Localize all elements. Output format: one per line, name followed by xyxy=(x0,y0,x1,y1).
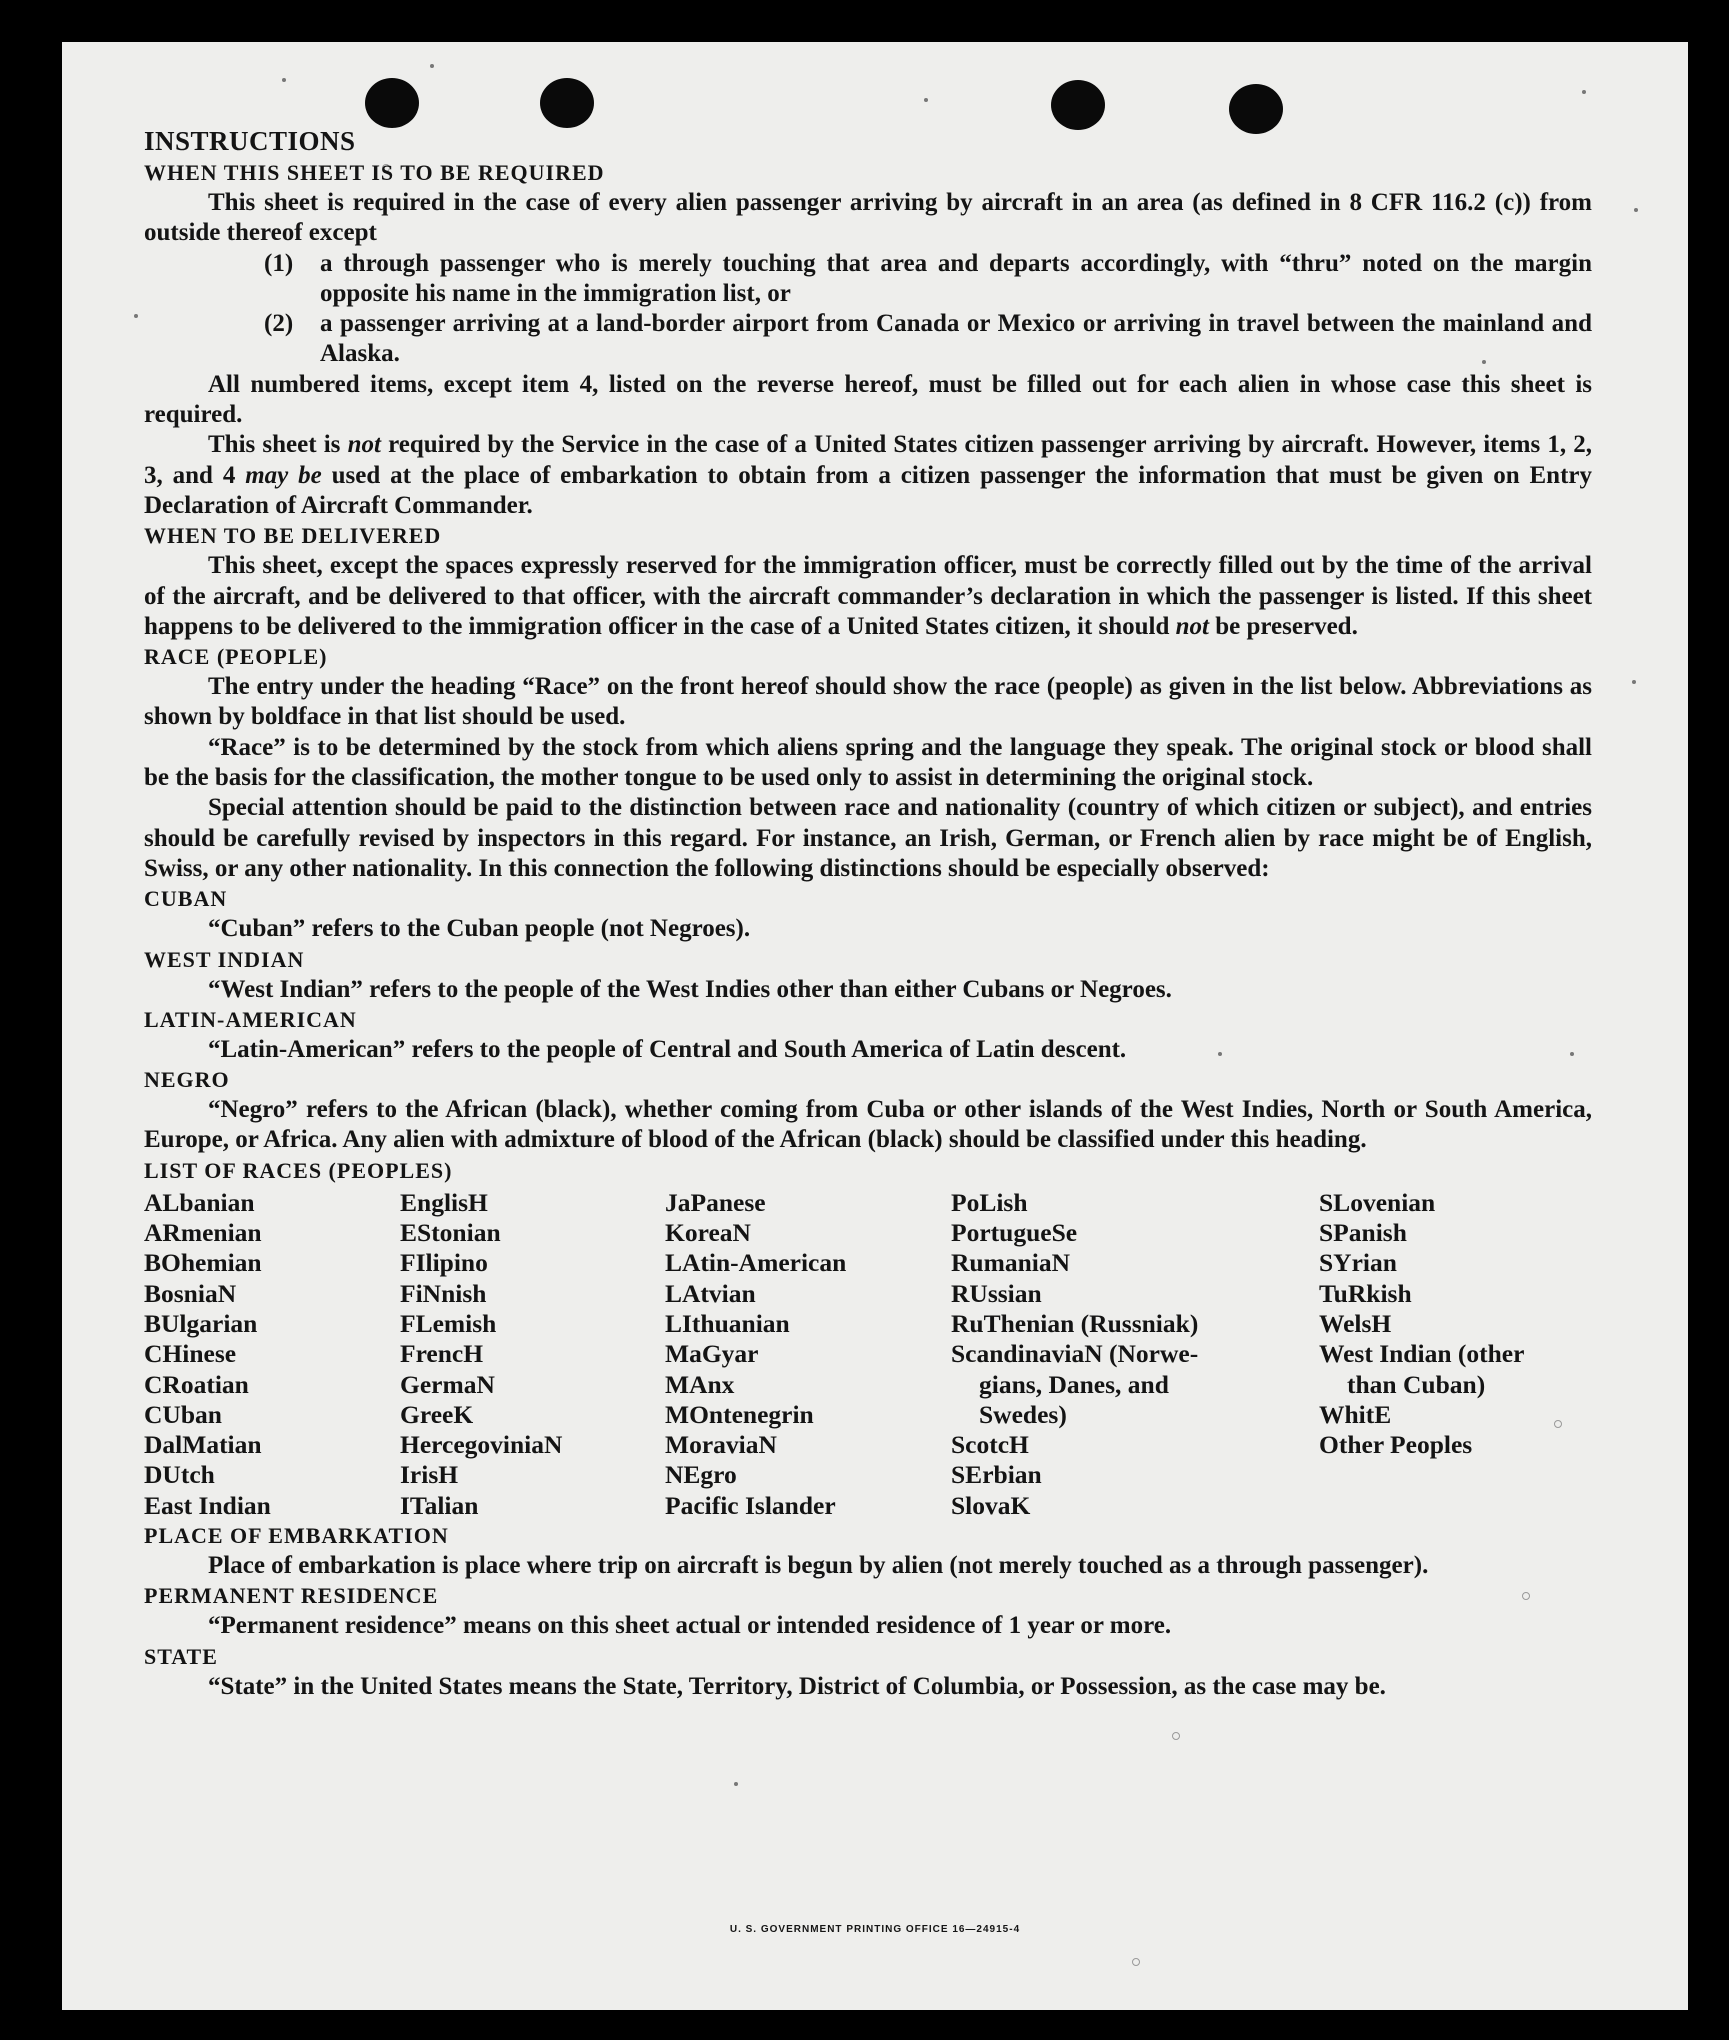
race-item: GreeK xyxy=(400,1399,474,1429)
race-item: PortugueSe xyxy=(951,1218,1078,1248)
race-column xyxy=(144,1188,400,1521)
race-item: FLemish xyxy=(400,1308,497,1338)
race-item: SLovenian xyxy=(1319,1187,1436,1217)
race-item: DUtch xyxy=(144,1460,215,1490)
race-item: East Indian xyxy=(144,1490,271,1520)
race-column xyxy=(400,1188,665,1521)
race-column xyxy=(1319,1188,1592,1521)
race-item: EnglisH xyxy=(400,1187,488,1217)
race-item: BOhemian xyxy=(144,1248,262,1278)
race-item: than Cuban) xyxy=(1347,1369,1486,1399)
race-item: WelsH xyxy=(1319,1308,1392,1338)
race-item: LIthuanian xyxy=(665,1308,790,1338)
paragraph: “Permanent residence” means on this sheet actual or intended residence of 1 year or more. xyxy=(208,1612,1172,1640)
speck xyxy=(1632,680,1636,684)
race-item: DalMatian xyxy=(144,1430,262,1460)
race-item: LAtvian xyxy=(665,1278,756,1308)
list-item-number: (2) xyxy=(264,310,294,338)
race-item: EStonian xyxy=(400,1218,501,1248)
race-item: PoLish xyxy=(951,1187,1028,1217)
race-item: ALbanian xyxy=(144,1187,255,1217)
race-item: SYrian xyxy=(1319,1248,1397,1278)
paragraph: This sheet is not required by the Service in the case of a United States citizen passenger arriving by aircraft. However, items 1, 2, 3, and 4 may be used at the place of embarkation to obtain from a citizen passenger the information that must be given on Entry Declaration of Aircraft Commander. xyxy=(144,431,1592,519)
race-item: MaGyar xyxy=(665,1339,759,1369)
race-item: BUlgarian xyxy=(144,1308,258,1338)
race-item: Swedes) xyxy=(979,1399,1067,1429)
paragraph: This sheet is required in the case of every alien passenger arriving by aircraft in an area (as defined in 8 CFR 116.2 (c)) from outside thereof except xyxy=(144,189,1592,247)
race-item: CHinese xyxy=(144,1339,237,1369)
instructions-content xyxy=(144,124,1592,1702)
list-item-number: (1) xyxy=(264,249,294,277)
speck xyxy=(282,78,286,82)
list-item-text: a through passenger who is merely touching that area and departs accordingly, with “thru” noted on the margin opposite his name in the immigration list, or xyxy=(320,249,1592,307)
race-item: SPanish xyxy=(1319,1218,1407,1248)
section-heading: WHEN TO BE DELIVERED xyxy=(144,523,442,549)
race-item: MOntenegrin xyxy=(665,1399,814,1429)
race-item: FiNnish xyxy=(400,1278,487,1308)
speck xyxy=(924,98,928,102)
race-item: CUban xyxy=(144,1399,222,1429)
section-heading: PERMANENT RESIDENCE xyxy=(144,1583,439,1609)
race-item: WhitE xyxy=(1319,1399,1392,1429)
race-item: MAnx xyxy=(665,1369,735,1399)
speck xyxy=(134,314,138,318)
race-item: FIlipino xyxy=(400,1248,488,1278)
punch-hole xyxy=(365,78,419,128)
punch-hole xyxy=(540,78,594,128)
race-item: ITalian xyxy=(400,1490,479,1520)
race-item: RumaniaN xyxy=(951,1248,1071,1278)
paragraph: “State” in the United States means the State, Territory, District of Columbia, or Possession, as the case may be. xyxy=(208,1672,1386,1700)
speck xyxy=(1582,90,1586,94)
speck xyxy=(734,1782,738,1786)
race-item: CRoatian xyxy=(144,1369,249,1399)
race-item: LAtin-American xyxy=(665,1248,847,1278)
race-column xyxy=(665,1188,951,1521)
paragraph: “Negro” refers to the African (black), whether coming from Cuba or other islands of the West Indies, North or South America, Europe, or Africa. Any alien with admixture of blood of the African (black) should be classified under this heading. xyxy=(144,1096,1592,1154)
race-item: ScandinaviaN (Norwe- xyxy=(951,1339,1199,1369)
race-item: KoreaN xyxy=(665,1218,751,1248)
paragraph: “Cuban” refers to the Cuban people (not Negroes). xyxy=(208,915,751,943)
document-page xyxy=(62,42,1688,2010)
race-item: Pacific Islander xyxy=(665,1490,836,1520)
race-column xyxy=(951,1188,1319,1521)
paragraph: “Latin-American” refers to the people of Central and South America of Latin descent. xyxy=(208,1035,1127,1063)
paragraph: Special attention should be paid to the distinction between race and nationality (country of which citizen or subject), and entries should be carefully revised by inspectors in this regard. For instance, an Irish, German, or French alien by race might be of English, Swiss, or any other nationality. In this connection the following distinctions should be especially observed: xyxy=(144,794,1592,882)
paragraph: “West Indian” refers to the people of the West Indies other than either Cubans or Negroes. xyxy=(208,975,1172,1003)
paragraph: “Race” is to be determined by the stock from which aliens spring and the language they speak. The original stock or blood shall be the basis for the classification, the mother tongue to be used only to assist in determining the original stock. xyxy=(144,733,1592,792)
section-heading: WHEN THIS SHEET IS TO BE REQUIRED xyxy=(144,160,605,185)
race-item: GermaN xyxy=(400,1369,495,1399)
race-item: BosniaN xyxy=(144,1278,237,1308)
section-heading: PLACE OF EMBARKATION xyxy=(144,1522,449,1548)
race-item: SErbian xyxy=(951,1460,1042,1490)
race-item: ARmenian xyxy=(144,1218,262,1248)
list-item-text: a passenger arriving at a land-border airport from Canada or Mexico or arriving in travel between the mainland and Alaska. xyxy=(320,310,1592,368)
race-item: Other Peoples xyxy=(1319,1430,1473,1460)
section-heading: STATE xyxy=(144,1643,218,1669)
race-item: SlovaK xyxy=(951,1490,1031,1520)
paragraph: The entry under the heading “Race” on the front hereof should show the race (people) as given in the list below. Abbreviations as shown by boldface in that list should be used. xyxy=(144,673,1592,731)
race-item: TuRkish xyxy=(1319,1278,1412,1308)
section-heading: RACE (PEOPLE) xyxy=(144,644,328,670)
paragraph: All numbered items, except item 4, listed on the reverse hereof, must be filled out for each alien in whose case this sheet is required. xyxy=(144,370,1592,429)
paragraph: This sheet, except the spaces expressly reserved for the immigration officer, must be correctly filled out by the time of the arrival of the aircraft, and be delivered to that officer, with the aircraft commander’s declaration in which the passenger is listed. If this sheet happens to be delivered to the immigration officer in the case of a United States citizen, it should not be preserved. xyxy=(144,552,1592,640)
race-item: RUssian xyxy=(951,1278,1042,1308)
section-heading: CUBAN xyxy=(144,886,228,912)
race-list xyxy=(144,1188,1592,1521)
list-item xyxy=(264,309,1592,370)
race-item: RuThenian (Russniak) xyxy=(951,1308,1199,1338)
race-item: IrisH xyxy=(400,1460,459,1490)
speck xyxy=(1132,1958,1140,1966)
section-heading: LIST OF RACES (PEOPLES) xyxy=(144,1157,453,1183)
section-heading: NEGRO xyxy=(144,1067,230,1093)
list-item xyxy=(264,249,1592,310)
race-item: MoraviaN xyxy=(665,1430,777,1460)
section-heading: LATIN-AMERICAN xyxy=(144,1006,357,1032)
section-heading: WEST INDIAN xyxy=(144,946,305,972)
paragraph: Place of embarkation is place where trip on aircraft is begun by alien (not merely touched as a through passenger). xyxy=(208,1551,1429,1579)
race-item: JaPanese xyxy=(665,1187,766,1217)
printer-imprint: U. S. GOVERNMENT PRINTING OFFICE 16—24915-4 xyxy=(729,1924,1021,1935)
speck xyxy=(430,64,434,68)
race-item: HercegoviniaN xyxy=(400,1430,563,1460)
punch-hole xyxy=(1051,80,1105,130)
race-item: ScotcH xyxy=(951,1430,1029,1460)
race-item: gians, Danes, and xyxy=(979,1369,1169,1399)
page-title: INSTRUCTIONS xyxy=(144,126,356,156)
race-item: NEgro xyxy=(665,1460,737,1490)
race-item: West Indian (other xyxy=(1319,1339,1525,1369)
race-item: FrencH xyxy=(400,1339,484,1369)
speck xyxy=(1172,1732,1180,1740)
speck xyxy=(1634,208,1638,212)
